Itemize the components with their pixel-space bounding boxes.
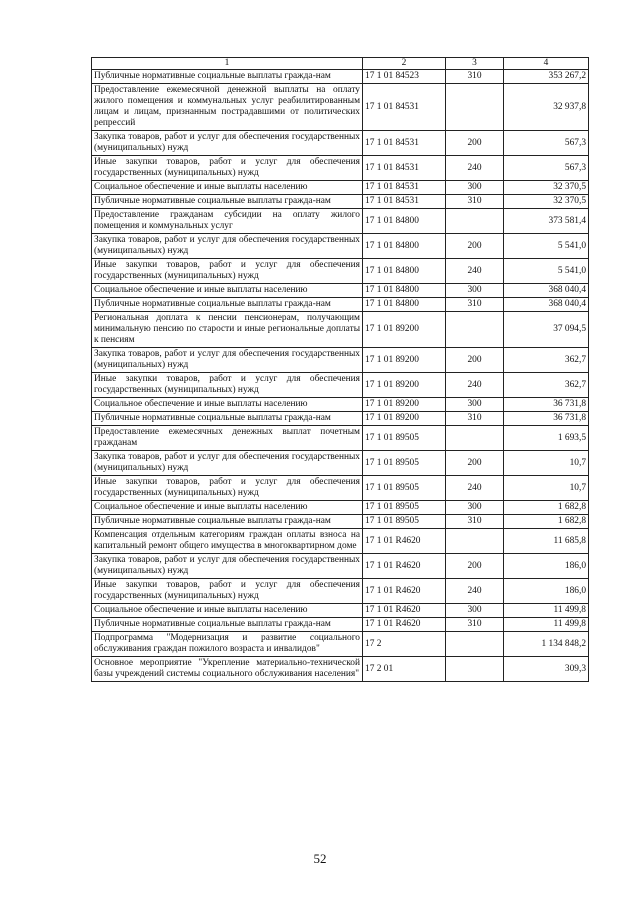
row-expense-type-cell: 300 (446, 181, 504, 195)
row-expense-type-cell (446, 426, 504, 451)
row-code-cell: 17 1 01 84523 (363, 70, 446, 84)
row-amount-cell: 186,0 (504, 554, 589, 579)
row-name-cell: Подпрограмма "Модернизация и развитие социального обслуживания граждан пожилого возраста и инвалидов" (92, 632, 363, 657)
table-body (92, 70, 589, 682)
table-header-row (92, 58, 589, 70)
row-name-cell: Публичные нормативные социальные выплаты гражда-нам (92, 515, 363, 529)
row-name-cell: Закупка товаров, работ и услуг для обеспечения государственных (муниципальных) нужд (92, 234, 363, 259)
row-code-cell: 17 1 01 R4620 (363, 554, 446, 579)
row-expense-type-cell: 200 (446, 451, 504, 476)
row-expense-type-cell: 240 (446, 579, 504, 604)
row-amount-cell: 32 370,5 (504, 195, 589, 209)
row-name-cell: Социальное обеспечение и иные выплаты населению (92, 181, 363, 195)
row-name-cell: Социальное обеспечение и иные выплаты населению (92, 604, 363, 618)
row-expense-type-cell (446, 84, 504, 131)
row-expense-type-cell: 310 (446, 70, 504, 84)
row-name-cell: Компенсация отдельным категориям граждан оплаты взноса на капитальный ремонт общего имущества в многоквартирном доме (92, 529, 363, 554)
row-name-cell: Закупка товаров, работ и услуг для обеспечения государственных (муниципальных) нужд (92, 451, 363, 476)
budget-table (91, 57, 589, 682)
row-amount-cell: 10,7 (504, 476, 589, 501)
row-name-cell: Социальное обеспечение и иные выплаты населению (92, 284, 363, 298)
row-amount-cell: 353 267,2 (504, 70, 589, 84)
row-name-cell: Предоставление ежемесячных денежных выплат почетным гражданам (92, 426, 363, 451)
row-name-cell: Публичные нормативные социальные выплаты гражда-нам (92, 618, 363, 632)
table-row (92, 298, 589, 312)
row-name-cell: Публичные нормативные социальные выплаты гражда-нам (92, 298, 363, 312)
row-expense-type-cell (446, 632, 504, 657)
row-name-cell: Иные закупки товаров, работ и услуг для обеспечения государственных (муниципальных) нужд (92, 156, 363, 181)
row-amount-cell: 11 499,8 (504, 604, 589, 618)
row-amount-cell: 5 541,0 (504, 234, 589, 259)
row-code-cell: 17 1 01 R4620 (363, 529, 446, 554)
row-amount-cell: 186,0 (504, 579, 589, 604)
row-expense-type-cell: 300 (446, 501, 504, 515)
row-code-cell: 17 1 01 84800 (363, 298, 446, 312)
row-name-cell: Иные закупки товаров, работ и услуг для обеспечения государственных (муниципальных) нужд (92, 373, 363, 398)
column-header-2: 2 (363, 58, 446, 70)
table-row (92, 209, 589, 234)
row-amount-cell: 1 693,5 (504, 426, 589, 451)
table-row (92, 451, 589, 476)
row-code-cell: 17 1 01 84800 (363, 234, 446, 259)
row-amount-cell: 5 541,0 (504, 259, 589, 284)
row-amount-cell: 362,7 (504, 348, 589, 373)
row-expense-type-cell: 310 (446, 298, 504, 312)
row-amount-cell: 11 685,8 (504, 529, 589, 554)
row-amount-cell: 36 731,8 (504, 412, 589, 426)
row-amount-cell: 32 370,5 (504, 181, 589, 195)
table-row (92, 398, 589, 412)
row-amount-cell: 11 499,8 (504, 618, 589, 632)
row-code-cell: 17 1 01 89200 (363, 312, 446, 348)
row-code-cell: 17 1 01 89505 (363, 476, 446, 501)
row-expense-type-cell (446, 657, 504, 682)
row-expense-type-cell: 300 (446, 284, 504, 298)
row-amount-cell: 10,7 (504, 451, 589, 476)
row-amount-cell: 368 040,4 (504, 284, 589, 298)
row-code-cell: 17 1 01 84531 (363, 181, 446, 195)
table-row (92, 412, 589, 426)
row-code-cell: 17 1 01 89200 (363, 348, 446, 373)
row-code-cell: 17 1 01 R4620 (363, 618, 446, 632)
row-code-cell: 17 1 01 R4620 (363, 579, 446, 604)
row-name-cell: Региональная доплата к пенсии пенсионерам, получающим минимальную пенсию по старости и иные региональные доплаты к пенсиям (92, 312, 363, 348)
table-row (92, 181, 589, 195)
table-row (92, 632, 589, 657)
row-expense-type-cell (446, 209, 504, 234)
table-row (92, 312, 589, 348)
row-expense-type-cell: 310 (446, 195, 504, 209)
table-row (92, 515, 589, 529)
row-amount-cell: 1 134 848,2 (504, 632, 589, 657)
row-expense-type-cell: 240 (446, 156, 504, 181)
table-row (92, 657, 589, 682)
row-amount-cell: 368 040,4 (504, 298, 589, 312)
row-expense-type-cell: 200 (446, 234, 504, 259)
row-code-cell: 17 1 01 84800 (363, 259, 446, 284)
table-row (92, 604, 589, 618)
row-expense-type-cell: 240 (446, 476, 504, 501)
table-row (92, 84, 589, 131)
row-name-cell: Публичные нормативные социальные выплаты гражда-нам (92, 195, 363, 209)
column-header-1: 1 (92, 58, 363, 70)
table-row (92, 348, 589, 373)
column-header-4: 4 (504, 58, 589, 70)
row-name-cell: Социальное обеспечение и иные выплаты населению (92, 501, 363, 515)
row-name-cell: Закупка товаров, работ и услуг для обеспечения государственных (муниципальных) нужд (92, 554, 363, 579)
row-expense-type-cell: 310 (446, 515, 504, 529)
row-expense-type-cell (446, 312, 504, 348)
row-amount-cell: 309,3 (504, 657, 589, 682)
row-code-cell: 17 1 01 R4620 (363, 604, 446, 618)
row-code-cell: 17 1 01 89505 (363, 426, 446, 451)
row-amount-cell: 37 094,5 (504, 312, 589, 348)
table-row (92, 476, 589, 501)
column-header-3: 3 (446, 58, 504, 70)
row-expense-type-cell (446, 529, 504, 554)
row-name-cell: Основное мероприятие "Укрепление материально-технической базы учреждений системы социального обслуживания населения" (92, 657, 363, 682)
table-row (92, 156, 589, 181)
row-code-cell: 17 1 01 84531 (363, 84, 446, 131)
row-name-cell: Иные закупки товаров, работ и услуг для обеспечения государственных (муниципальных) нужд (92, 476, 363, 501)
row-code-cell: 17 1 01 89200 (363, 398, 446, 412)
row-name-cell: Иные закупки товаров, работ и услуг для обеспечения государственных (муниципальных) нужд (92, 259, 363, 284)
row-expense-type-cell: 300 (446, 398, 504, 412)
row-expense-type-cell: 200 (446, 131, 504, 156)
table-row (92, 195, 589, 209)
row-expense-type-cell: 240 (446, 373, 504, 398)
row-code-cell: 17 1 01 84531 (363, 195, 446, 209)
row-expense-type-cell: 310 (446, 618, 504, 632)
table-row (92, 554, 589, 579)
row-amount-cell: 1 682,8 (504, 515, 589, 529)
row-expense-type-cell: 240 (446, 259, 504, 284)
row-name-cell: Предоставление гражданам субсидии на оплату жилого помещения и коммунальных услуг (92, 209, 363, 234)
row-name-cell: Публичные нормативные социальные выплаты гражда-нам (92, 70, 363, 84)
row-amount-cell: 36 731,8 (504, 398, 589, 412)
row-amount-cell: 1 682,8 (504, 501, 589, 515)
row-code-cell: 17 2 01 (363, 657, 446, 682)
row-code-cell: 17 1 01 89505 (363, 501, 446, 515)
table-row (92, 618, 589, 632)
table-row (92, 131, 589, 156)
row-name-cell: Социальное обеспечение и иные выплаты населению (92, 398, 363, 412)
row-name-cell: Закупка товаров, работ и услуг для обеспечения государственных (муниципальных) нужд (92, 131, 363, 156)
row-name-cell: Закупка товаров, работ и услуг для обеспечения государственных (муниципальных) нужд (92, 348, 363, 373)
row-amount-cell: 373 581,4 (504, 209, 589, 234)
row-code-cell: 17 1 01 84800 (363, 209, 446, 234)
table-row (92, 426, 589, 451)
row-expense-type-cell: 300 (446, 604, 504, 618)
table-row (92, 579, 589, 604)
row-code-cell: 17 1 01 89505 (363, 515, 446, 529)
table-row (92, 501, 589, 515)
row-expense-type-cell: 200 (446, 348, 504, 373)
table-row (92, 373, 589, 398)
row-name-cell: Публичные нормативные социальные выплаты гражда-нам (92, 412, 363, 426)
table-row (92, 70, 589, 84)
row-code-cell: 17 1 01 84531 (363, 131, 446, 156)
row-amount-cell: 362,7 (504, 373, 589, 398)
table-row (92, 234, 589, 259)
row-expense-type-cell: 200 (446, 554, 504, 579)
row-amount-cell: 32 937,8 (504, 84, 589, 131)
table-row (92, 284, 589, 298)
row-amount-cell: 567,3 (504, 131, 589, 156)
row-code-cell: 17 1 01 89200 (363, 373, 446, 398)
row-name-cell: Предоставление ежемесячной денежной выплаты на оплату жилого помещения и коммунальных услуг реабилитированным лицам и лицам, признанным пострадавшими от политических репрессий (92, 84, 363, 131)
table-row (92, 529, 589, 554)
row-code-cell: 17 2 (363, 632, 446, 657)
row-name-cell: Иные закупки товаров, работ и услуг для обеспечения государственных (муниципальных) нужд (92, 579, 363, 604)
row-amount-cell: 567,3 (504, 156, 589, 181)
page-number: 52 (313, 851, 327, 866)
row-code-cell: 17 1 01 84800 (363, 284, 446, 298)
row-code-cell: 17 1 01 89505 (363, 451, 446, 476)
table-row (92, 259, 589, 284)
row-expense-type-cell: 310 (446, 412, 504, 426)
row-code-cell: 17 1 01 84531 (363, 156, 446, 181)
row-code-cell: 17 1 01 89200 (363, 412, 446, 426)
